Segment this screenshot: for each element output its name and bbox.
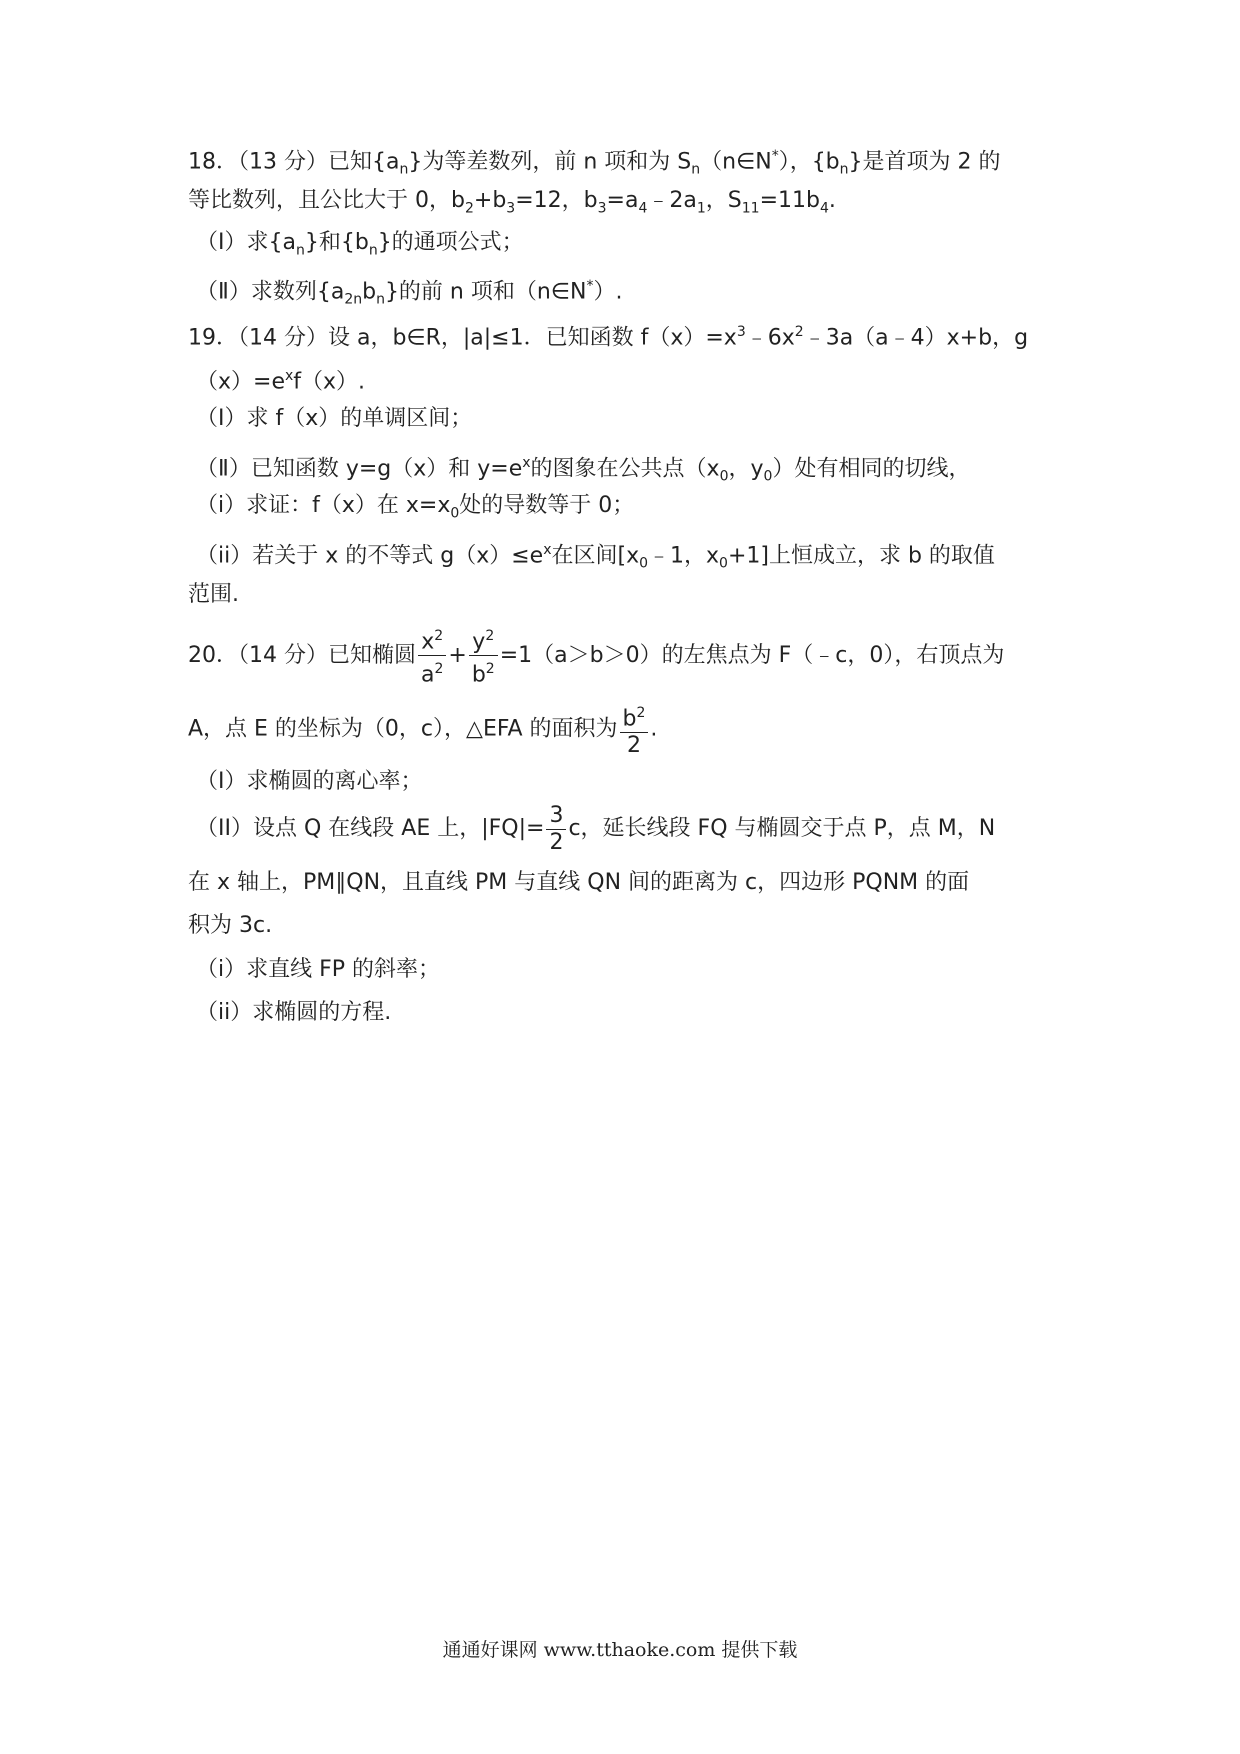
- q19-part-2: （Ⅱ）已知函数 y=g（x）和 $y=e^x$的图象在公共点（$x_0$，$y_0$）处有相同的切线，: [196, 455, 971, 485]
- q19-part-1: （Ⅰ）求 f（x）的单调区间；: [196, 406, 473, 431]
- fraction-y2-b2: $\frac{y^2}{b^2}$: [469, 623, 498, 689]
- q18-line-2: 等比数列，且公比大于 0，$b_2+b_3=12$，$b_3=a_4﹣2a_1$，$S_{11}=11b_4$.: [188, 188, 836, 217]
- q20-line-3: 在 x 轴上，PM∥QN，且直线 PM 与直线 QN 间的距离为 c，四边形 PQNM 的面: [188, 870, 970, 895]
- page-footer: 通通好课网 www.tthaoke.com 提供下载: [442, 1639, 798, 1661]
- q20-part-2: （II）设点 Q 在线段 AE 上，|FQ|= $\frac{3}{2}$ c，延长线段 FQ 与椭圆交于点 P，点 M，N: [196, 802, 996, 855]
- fraction-x2-a2: $\frac{x^2}{a^2}$: [418, 623, 446, 689]
- q20-line-2: A，点 E 的坐标为（0，c），△EFA 的面积为 $\frac{b^2}{2}$ .: [188, 700, 657, 759]
- fraction-3-2: $\frac{3}{2}$: [546, 803, 566, 856]
- q19-line-2: $(x)=e^xf(x)$.: [196, 368, 366, 395]
- q18-part-1: （Ⅰ）求$\{a_n\}$和$\{b_n\}$的通项公式；: [196, 230, 524, 259]
- q19-sub-2-cont: 范围.: [188, 582, 239, 607]
- q18-part-2: （Ⅱ）求数列$\{a_{2n}b_n\}$的前 n 项和（n∈N*）.: [196, 278, 623, 308]
- q20-line-1: 20．（14 分）已知椭圆 $\frac{x^2}{a^2}$ + $\frac{y^2}{b^2}$ =1（a＞b＞0）的左焦点为 F（﹣c，0），右顶点为: [188, 623, 1004, 689]
- fraction-b2-2: $\frac{b^2}{2}$: [620, 700, 649, 759]
- q19-line-1: 19．（14 分）设 a，b∈R，|a|≤1．已知函数 $f(x)=x^3﹣6x^2﹣3a(a﹣4)x+b$，g: [188, 324, 1029, 351]
- q18-line-1: 18．（13 分）已知$\{a_n\}$为等差数列，前 n 项和为 $S_n(n\in N^*)$，$\{b_n\}$是首项为 2 的: [188, 148, 1001, 178]
- q20-sub-1: （i）求直线 FP 的斜率；: [196, 957, 441, 982]
- q19-sub-2: （ii）若关于 x 的不等式 $g(x)\le e^x$在区间[$x_0﹣1$，$x_0+1$]上恒成立，求 b 的取值: [196, 542, 995, 572]
- q20-line-4: 积为 3c.: [188, 913, 273, 938]
- q20-part-1: （I）求椭圆的离心率；: [196, 769, 423, 794]
- q20-sub-2: （ii）求椭圆的方程.: [196, 1000, 392, 1025]
- q19-sub-1: （i）求证：f（x）在 $x=x_0$处的导数等于 0；: [196, 493, 635, 522]
